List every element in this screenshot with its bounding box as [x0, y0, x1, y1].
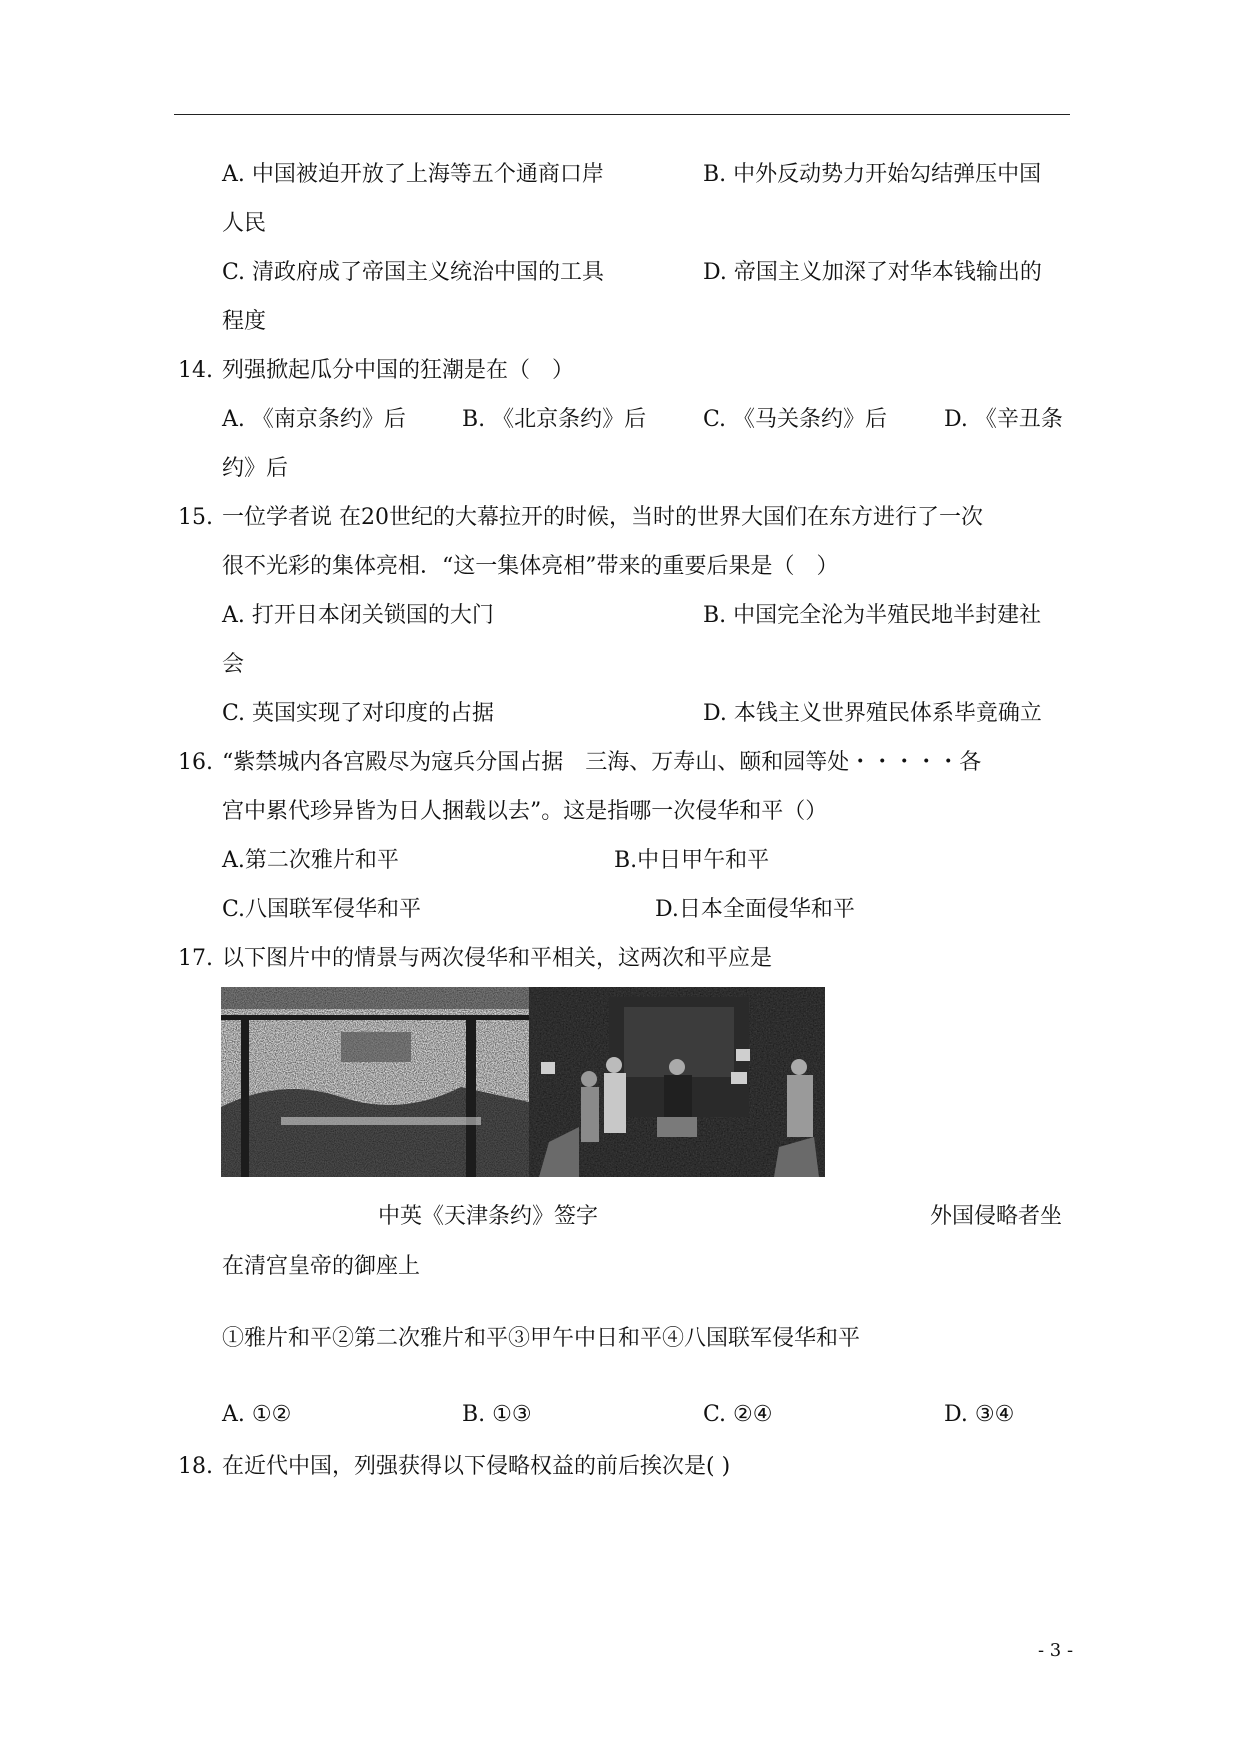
- q18-stem: 在近代中国，列强获得以下侵略权益的前后挨次是( ): [222, 1454, 731, 1479]
- q15-stem-cont: 很不光彩的集体亮相．“这一集体亮相”带来的重要后果是（ ）: [222, 554, 839, 579]
- q14-option-d: D. 《辛丑条: [944, 407, 1063, 432]
- q13-option-d: D. 帝国主义加深了对华本钱输出的: [703, 260, 1042, 285]
- q16-option-c: C.八国联军侵华和平: [222, 897, 422, 922]
- q13-option-a: A. 中国被迫开放了上海等五个通商口岸: [222, 162, 604, 187]
- q16-stem: “紫禁城内各宫殿尽为寇兵分国占据 三海、万寿山、颐和园等处・・・・・各: [222, 750, 982, 775]
- q14-option-a: A. 《南京条约》后: [222, 407, 406, 432]
- q14-stem: 列强掀起瓜分中国的狂潮是在（ ）: [222, 358, 575, 383]
- q15-stem: 一位学者说 在20世纪的大幕拉开的时候，当时的世界大国们在东方进行了一次: [222, 505, 983, 530]
- q14-option-d-cont: 约》后: [222, 456, 289, 481]
- q15-option-b: B. 中国完全沦为半殖民地半封建社: [703, 603, 1042, 628]
- q17-option-c: C. ②④: [703, 1402, 773, 1427]
- q17-option-b: B. ①③: [462, 1402, 532, 1427]
- q13-option-b: B. 中外反动势力开始勾结弹压中国: [703, 162, 1042, 187]
- q16-number: 16.: [178, 750, 213, 775]
- photo-caption-left: 中英《天津条约》签字: [378, 1204, 599, 1229]
- q14-option-b: B. 《北京条约》后: [462, 407, 647, 432]
- q17-items: ①雅片和平②第二次雅片和平③甲午中日和平④八国联军侵华和平: [222, 1326, 861, 1351]
- q14-number: 14.: [178, 358, 213, 383]
- page-number: - 3 -: [1038, 1640, 1074, 1661]
- q17-option-d: D. ③④: [944, 1402, 1015, 1427]
- q16-option-d: D.日本全面侵华和平: [655, 897, 855, 922]
- q15-option-c: C. 英国实现了对印度的占据: [222, 701, 495, 726]
- q16-option-a: A.第二次雅片和平: [222, 848, 399, 873]
- photo-caption-right: 外国侵略者坐: [930, 1204, 1063, 1229]
- q14-option-c: C. 《马关条约》后: [703, 407, 888, 432]
- q17-number: 17.: [178, 946, 213, 971]
- q13-option-d-cont: 程度: [222, 309, 267, 334]
- q15-option-b-cont: 会: [222, 652, 245, 677]
- q16-option-b: B.中日甲午和平: [614, 848, 770, 873]
- q17-option-a: A. ①②: [222, 1402, 292, 1427]
- treaty-signing-photo: [221, 987, 529, 1177]
- q13-option-c: C. 清政府成了帝国主义统治中国的工具: [222, 260, 605, 285]
- q15-number: 15.: [178, 505, 213, 530]
- photo-caption-right-cont: 在清宫皇帝的御座上: [222, 1254, 421, 1279]
- q18-number: 18.: [178, 1454, 213, 1479]
- q13-option-b-cont: 人民: [222, 211, 267, 236]
- throne-photo: [529, 987, 825, 1177]
- q15-option-d: D. 本钱主义世界殖民体系毕竟确立: [703, 701, 1042, 726]
- header-rule: [174, 114, 1070, 115]
- q15-option-a: A. 打开日本闭关锁国的大门: [222, 603, 494, 628]
- q17-stem: 以下图片中的情景与两次侵华和平相关，这两次和平应是: [222, 946, 773, 971]
- q16-stem-cont: 宫中累代珍异皆为日人捆载以去”。这是指哪一次侵华和平（）: [222, 799, 828, 824]
